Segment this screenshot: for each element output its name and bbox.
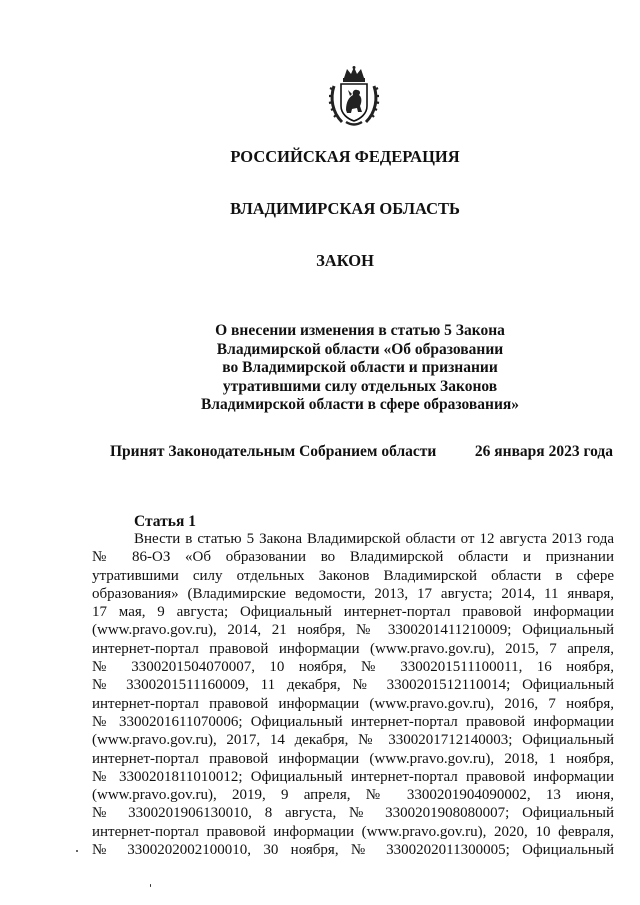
article-line: (www.pravo.gov.ru), 2014, 21 ноября, № 3300201411210009; Официальный xyxy=(92,622,614,639)
coat-of-arms-icon xyxy=(328,66,380,128)
article-line: интернет-портал правовой информации (www.pravo.gov.ru), 2018, 1 ноября, xyxy=(92,750,614,767)
law-title-line: во Владимирской области и признании xyxy=(222,359,498,376)
article-line: утратившими силу отдельных Законов Владимирской области в сфере xyxy=(92,567,614,584)
scan-speck xyxy=(76,850,78,852)
adoption-date: 26 января 2023 года xyxy=(474,443,613,460)
article-line: Внести в статью 5 Закона Владимирской области от 12 августа 2013 года xyxy=(134,531,614,547)
article-line: образования» (Владимирские ведомости, 2013, 17 августа; 2014, 11 января, xyxy=(92,585,614,602)
document-type-heading: ЗАКОН xyxy=(316,251,374,270)
law-title-line: Владимирской области «Об образовании xyxy=(216,340,504,358)
article-line: № 3300201511160009, 11 декабря, № 3300201512110014; Официальный xyxy=(92,677,614,694)
country-heading: РОССИЙСКАЯ ФЕДЕРАЦИЯ xyxy=(230,147,460,166)
law-title-line: О внесении изменения в статью 5 Закона xyxy=(215,322,505,339)
adoption-statement: Принят Законодательным Собранием области xyxy=(110,443,437,460)
law-title-line: утратившими силу отдельных Законов xyxy=(222,377,498,395)
article-line: интернет-портал правовой информации (www.pravo.gov.ru), 2016, 7 ноября, xyxy=(92,695,614,712)
article-line: № 3300201811010012; Официальный интернет-портал правовой информации xyxy=(92,768,614,785)
article-line: (www.pravo.gov.ru), 2017, 14 декабря, № 3300201712140003; Официальный xyxy=(92,732,614,749)
article-line: интернет-портал правовой информации (www.pravo.gov.ru), 2015, 7 апреля, xyxy=(92,640,614,657)
article-line: № 3300201906130010, 8 августа, № 3300201908080007; Официальный xyxy=(92,805,614,822)
article-line: (www.pravo.gov.ru), 2019, 9 апреля, № 3300201904090002, 13 июня, xyxy=(92,787,614,804)
region-heading: ВЛАДИМИРСКАЯ ОБЛАСТЬ xyxy=(230,199,460,218)
law-title-line: Владимирской области в сфере образования» xyxy=(200,396,520,413)
article-line: № 3300201611070006; Официальный интернет-портал правовой информации xyxy=(92,713,614,730)
article-line: интернет-портал правовой информации (www.pravo.gov.ru), 2020, 10 февраля, xyxy=(92,823,614,840)
article-body xyxy=(92,530,614,859)
article-line: № 86-ОЗ «Об образовании во Владимирской области и признании xyxy=(92,549,614,566)
scan-speck xyxy=(150,884,151,887)
article-line: 17 мая, 9 августа; Официальный интернет-портал правовой информации xyxy=(92,604,614,621)
article-line: № 3300202002100010, 30 ноября, № 3300202011300005; Официальный xyxy=(92,842,614,859)
article-line: № 3300201504070007, 10 ноября, № 3300201511100011, 16 ноября, xyxy=(92,659,614,676)
article-heading: Статья 1 xyxy=(134,513,196,530)
law-title xyxy=(190,322,530,415)
